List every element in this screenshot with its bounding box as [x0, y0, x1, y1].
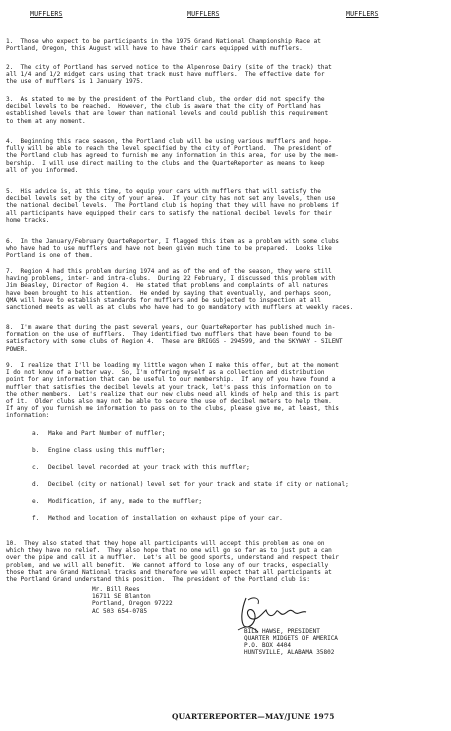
address-street: 16711 SE Blanton: [92, 593, 151, 601]
list-item: f. Method and location of installation on exhaust pipe of your car.: [32, 515, 283, 522]
address-phone: AC 503 654-0785: [92, 607, 148, 615]
address-name: Mr. Bill Rees: [92, 586, 140, 593]
paragraph-5: 5. His advice is, at this time, to equip your cars with mufflers that will satisfy the decibel levels set by the city of your area. If your city has not set any levels, then use the national decibel levels. The Portland club is hoping that they will have no problems if all participants have equipped their cars to satisfy the national decibel levels for their home tracks.: [6, 188, 339, 224]
paragraph-4: 4. Beginning this race season, the Portland club will be using various mufflers and hope- fully will be able to reach the level specified by the city of Portland. The president of the Portland club has agreed to furnish me any information in this area, for use by the mem- bership. I will use direct mailing to the clubs and the QuarteReporter as means to keep all of you informed.: [6, 138, 339, 174]
club-president-address: [92, 586, 173, 615]
list-item: d. Decibel (city or national) level set for your track and state if city or national;: [32, 481, 349, 488]
signer-city: HUNTSVILLE, ALABAMA 35802: [244, 649, 335, 657]
paragraph-7: 7. Region 4 had this problem during 1974 and as of the end of the season, they were still having problems, inter- and intra-clubs. During 22 February, I discussed this problem with Jim Beasley, Director of Region 4. He stated that problems and complaints of all natures have been brought to his attention. He ended by saying that eventually, and perhaps soon, QMA will have to establish standards for mufflers and be subjected to inspection at all sanctioned meets as well as at clubs who have had to go mandatory with mufflers at weekly races.: [6, 268, 354, 312]
paragraph-9: 9. I realize that I'll be loading my little wagon when I make this offer, but at the moment I do not know of a better way. So, I'm offering myself as a collection and distribution point for any information that can be useful to our membership. If any of you have found a muffler that satisfies the decibel levels at your track, let's pass this information on to the other members. Let's realize that our new clubs need all kinds of help and this is part of it. Older clubs also may not be able to secure the use of decibel meters to help them. If any of you furnish me information to pass on to the clubs, please give me, at least, this information:: [6, 362, 339, 420]
paragraph-1: 1. Those who expect to be participants in the 1975 Grand National Championship Race at Portland, Oregon, this August will have to have their cars equipped with mufflers.: [6, 38, 321, 53]
signer-po-box: P.O. BOX 4404: [244, 642, 291, 650]
signature-block: [244, 628, 338, 656]
list-item: b. Engine class using this muffler;: [32, 447, 166, 454]
header-right: MUFFLERS: [346, 10, 379, 18]
paragraph-8: 8. I'm aware that during the past several years, our QuarteReporter has published much in- formation on the use of mufflers. They identified two mufflers that have been found to be satisfactory with some clubs of Region 4. These are BRIGGS - 294599, and the SKYWAY - SILENT POWER.: [6, 324, 343, 353]
list-item: e. Modification, if any, made to the muffler;: [32, 498, 203, 505]
paragraph-10: 10. They also stated that they hope all participants will accept this problem as one on which they have no relief. They also hope that no one will go so far as to just put a can over the pipe and call it a muffler. Let's all be good sports, understand and respect their problem, and we will all benefit. We cannot afford to lose any of our tracks, especially those that are Grand National tracks and therefore we will expect that all participants at the Portland Grand understand this position. The president of the Portland club is:: [6, 540, 339, 584]
list-item: c. Decibel level recorded at your track with this muffler;: [32, 464, 250, 471]
signer-organization: QUARTER MIDGETS OF AMERICA: [244, 635, 338, 643]
paragraph-2: 2. The city of Portland has served notice to the Alpenrose Dairy (site of the track) that all 1/4 and 1/2 midget cars using that track must have mufflers. The effective date for the use of mufflers is 1 January 1975.: [6, 64, 332, 86]
header-center: MUFFLERS: [187, 10, 220, 18]
paragraph-3: 3. As stated to me by the president of the Portland club, the order did not specify the decibel levels to be reached. However, the club is aware that the city of Portland has established levels that are lower than national levels and could publish this requirement to them at any moment.: [6, 96, 329, 125]
address-city: Portland, Oregon 97222: [92, 600, 173, 608]
signer-title: BILL HAWSE, PRESIDENT: [244, 628, 320, 635]
page-footer: QUARTEREPORTER—MAY/JUNE 1975: [172, 712, 335, 721]
header-left: MUFFLERS: [30, 10, 63, 18]
list-item: a. Make and Part Number of muffler;: [32, 430, 166, 437]
paragraph-6: 6. In the January/February QuarteReporter, I flagged this item as a problem with some clubs who have had to use mufflers and have not been given much time to be prepared. Looks like Portland is one of them.: [6, 238, 339, 260]
